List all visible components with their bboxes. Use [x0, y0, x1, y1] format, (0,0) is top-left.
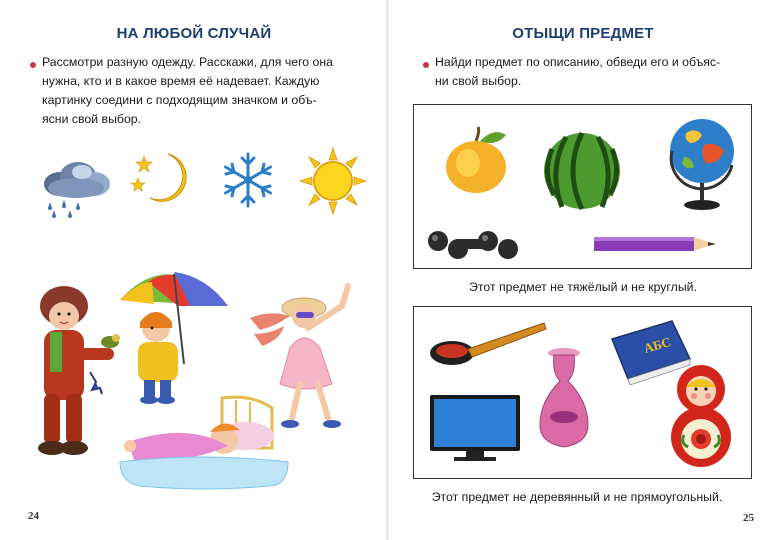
book-label: АБС	[642, 333, 673, 356]
apple-item[interactable]	[442, 125, 510, 195]
left-page-number: 24	[28, 510, 39, 522]
tv-monitor-item[interactable]	[428, 393, 524, 465]
dumbbell-item[interactable]	[426, 227, 520, 261]
right-page-number: 25	[743, 512, 754, 524]
instruction-line: нужна, кто и в какое время её надевает. Каждую	[42, 74, 320, 88]
winter-child-illustration[interactable]	[30, 282, 130, 460]
instruction-line: ни свой выбор.	[435, 74, 522, 88]
left-heading: НА ЛЮБОЙ СЛУЧАЙ	[116, 25, 272, 42]
instruction-line: ясни свой выбор.	[42, 112, 142, 126]
instruction-line: картинку соедини с подходящим значком и объ-	[42, 93, 317, 107]
umbrella-child-illustration[interactable]	[118, 266, 232, 408]
instruction-line: Рассмотри разную одежду. Расскажи, для чего она	[42, 55, 334, 69]
right-page	[389, 0, 777, 540]
pencil-item[interactable]	[594, 235, 720, 255]
instruction-line: Найди предмет по описанию, обведи его и объяс-	[435, 55, 721, 69]
matryoshka-item[interactable]	[668, 359, 734, 469]
right-heading: ОТЫЩИ ПРЕДМЕТ	[512, 25, 654, 42]
right-instruction	[435, 53, 720, 91]
box2-caption: Этот предмет не деревянный и не прямоугольный.	[431, 490, 723, 504]
objects-box-2	[413, 306, 752, 479]
rain-cloud-icon[interactable]	[38, 158, 114, 218]
ladle-item[interactable]	[428, 319, 548, 369]
bullet-marker	[30, 62, 36, 68]
objects-box-1	[413, 104, 752, 269]
vase-item[interactable]	[534, 347, 594, 451]
snowflake-icon[interactable]	[218, 150, 278, 210]
watermelon-item[interactable]	[542, 131, 624, 213]
bullet-marker	[423, 62, 429, 68]
box1-caption: Этот предмет не тяжёлый и не круглый.	[469, 280, 697, 294]
sleeping-child-illustration[interactable]	[118, 396, 294, 492]
left-instruction	[42, 53, 333, 129]
moon-stars-icon[interactable]	[130, 150, 192, 208]
globe-item[interactable]	[664, 111, 740, 215]
left-page	[0, 0, 388, 540]
sun-icon[interactable]	[300, 148, 366, 214]
